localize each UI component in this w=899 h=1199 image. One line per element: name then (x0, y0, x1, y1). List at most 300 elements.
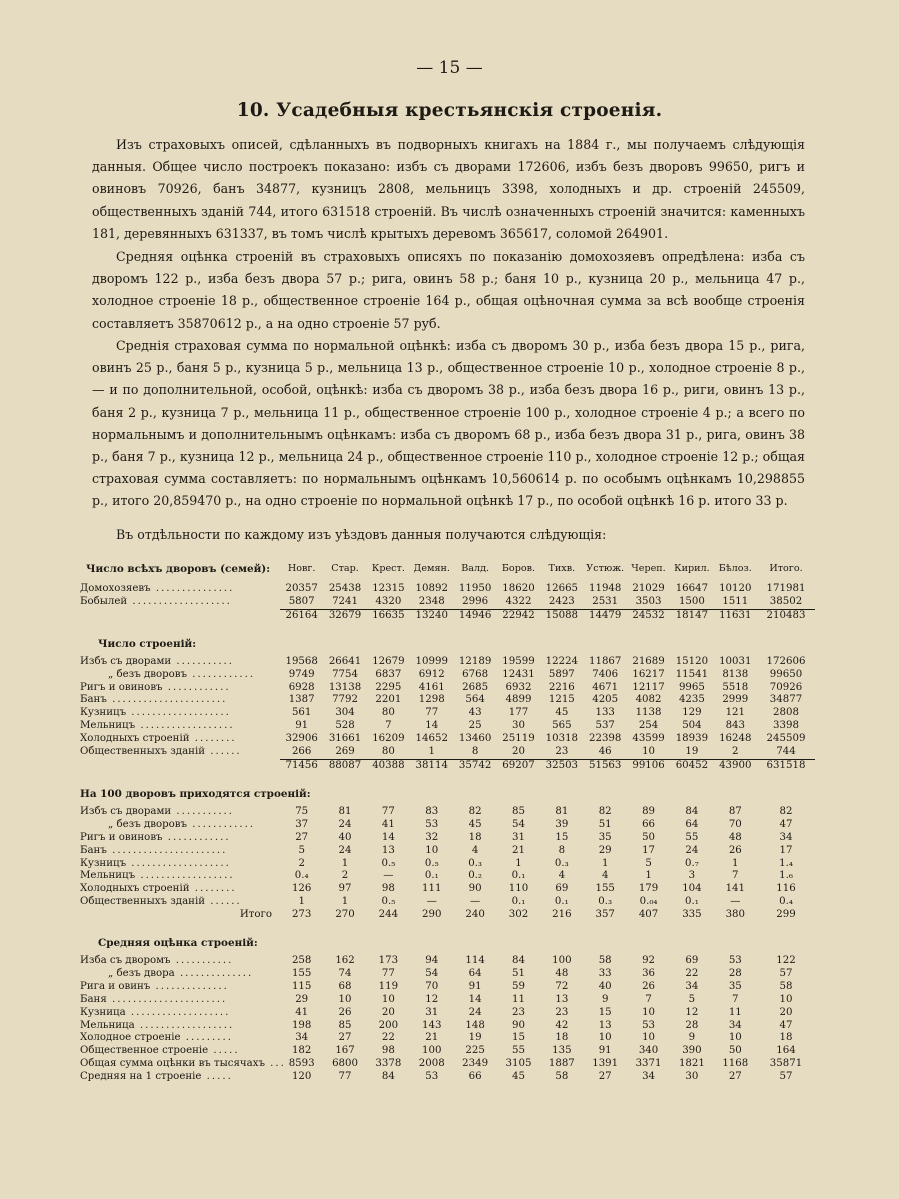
table-cell: 21 (425, 1032, 439, 1044)
table-cell: 2295 (375, 681, 402, 693)
table-cell: 1 (341, 896, 349, 908)
table-row (80, 583, 815, 596)
row-label-text: Ригъ и овиновъ (80, 681, 163, 693)
table-cell: 2423 (548, 595, 575, 607)
table-cell: 133 (595, 707, 615, 719)
table-cell: 0.₁ (685, 896, 699, 908)
column-header: Устюж. (586, 563, 625, 574)
table-cell: 18620 (502, 583, 535, 594)
table-cell: 8 (471, 746, 479, 758)
column-header: Итого. (769, 563, 803, 574)
row-label (80, 845, 280, 858)
table-cell: 10120 (719, 583, 752, 594)
table-cell: 10 (381, 993, 395, 1005)
table-cell: 53 (728, 955, 742, 967)
table-row (80, 596, 815, 609)
table-cell: 24 (338, 818, 352, 830)
table-cell: 1 (601, 857, 609, 869)
table-cell: 69 (685, 955, 699, 967)
table-cell: 83 (425, 805, 439, 817)
column-header: Стар. (331, 563, 359, 574)
section-title: Число строеній: (98, 637, 197, 650)
table-cell: 13 (555, 993, 569, 1005)
table-cell: 94 (425, 955, 439, 967)
table-cell: 35 (728, 980, 742, 992)
leader-dots: ..... (208, 1045, 240, 1057)
table-cell: 171981 (766, 583, 806, 594)
table-cell: 27 (338, 1032, 352, 1044)
leader-dots: ............ (162, 681, 231, 693)
table-cell: 13240 (410, 609, 453, 622)
table-cell: 114 (465, 955, 485, 967)
table-cell: 55 (511, 1045, 525, 1057)
table-cell: 504 (682, 720, 702, 732)
table-cell: 0.₄ (779, 896, 793, 908)
table-cell: 26 (642, 980, 656, 992)
table-cell: 299 (776, 909, 796, 921)
table-cell: 11631 (714, 609, 757, 622)
table-cell: 55 (685, 831, 699, 843)
table-cell: 4322 (505, 595, 532, 607)
leader-dots: .................. (134, 1019, 235, 1031)
table-cell: 45 (511, 1071, 525, 1083)
table-cell: 2348 (418, 595, 445, 607)
table-cell: 40388 (367, 759, 410, 772)
table-cell: 45 (555, 707, 569, 719)
table-cell: 38502 (769, 595, 803, 607)
table-cell: 32 (425, 831, 439, 843)
table-cell: 14946 (453, 609, 496, 622)
table-cell: 0.₂ (468, 870, 483, 882)
table-cell: 245509 (766, 733, 806, 745)
page-number: — 15 — (416, 58, 483, 78)
section-gap (80, 773, 815, 782)
table-cell: 407 (638, 909, 659, 921)
table-cell: 1138 (635, 707, 662, 719)
table-cell: 390 (682, 1045, 702, 1057)
table-cell: 9965 (678, 681, 705, 693)
table-cell: 2216 (548, 681, 575, 693)
row-label (80, 1020, 280, 1033)
table-cell: 12431 (502, 668, 535, 680)
row-label-text: Средняя на 1 строеніе (80, 1071, 202, 1083)
table-cell: 26 (338, 1006, 352, 1018)
table-cell: 26164 (280, 609, 323, 622)
column-header: Боров. (501, 563, 536, 574)
table-cell: 29 (598, 844, 612, 856)
table-cell: 1.₆ (779, 870, 793, 882)
table-cell: 90 (511, 1019, 525, 1031)
table-cell: 14 (381, 831, 395, 843)
table-cell: 6800 (332, 1058, 358, 1070)
row-label (80, 819, 280, 832)
table-cell: 335 (682, 909, 702, 921)
table-cell: 104 (682, 883, 702, 895)
section-gap (80, 623, 815, 632)
table-cell: 4 (471, 844, 479, 856)
table-row (80, 1058, 815, 1071)
table-cell: 564 (465, 694, 485, 706)
table-cell: 2996 (462, 595, 489, 607)
table-cell: 1215 (548, 694, 575, 706)
table-cell: 31 (511, 831, 525, 843)
table-cell: 9749 (288, 668, 315, 680)
column-header: Бѣлоз. (718, 563, 752, 574)
table-cell: 11948 (588, 583, 622, 594)
table-cell: 0.₃ (468, 857, 483, 869)
row-label-text: Баня (80, 993, 107, 1005)
table-cell: 1 (428, 746, 435, 758)
table-cell: 40 (338, 831, 352, 843)
table-cell: 3105 (505, 1058, 532, 1070)
row-label-text: Общая сумма оцѣнки въ тысячахъ (80, 1058, 265, 1070)
column-header: Новг. (287, 563, 316, 574)
table-cell: 17 (779, 844, 793, 856)
table-cell: 7792 (332, 694, 358, 706)
row-label (80, 981, 280, 994)
table-cell: 4320 (375, 595, 402, 607)
leader-dots: ........... (171, 655, 235, 667)
leader-dots: ... (264, 1058, 286, 1070)
table-cell: 87 (728, 805, 742, 817)
table-cell: 15 (511, 1032, 525, 1044)
table-cell: 72 (555, 980, 569, 992)
table-cell: 19599 (502, 655, 535, 667)
table-cell: 266 (291, 746, 312, 758)
table-cell: 19568 (285, 655, 318, 667)
row-label (80, 596, 280, 609)
table-cell: 22398 (588, 733, 622, 745)
row-label (80, 832, 280, 845)
table-cell: 23 (555, 1006, 569, 1018)
table-cell: 7406 (592, 668, 619, 680)
table-cell: 304 (335, 707, 355, 719)
table-cell: 111 (422, 883, 442, 895)
table-cell: 50 (728, 1045, 742, 1057)
row-label (80, 682, 280, 695)
table-row (80, 806, 815, 819)
row-label (80, 870, 280, 883)
table-cell: 2999 (722, 694, 749, 706)
table-cell: 29 (295, 993, 309, 1005)
table-cell: 28 (685, 1019, 699, 1031)
table-cell: 28 (728, 967, 742, 979)
table-row (80, 746, 815, 759)
table-cell: 39 (555, 818, 569, 830)
table-cell: 81 (555, 805, 569, 817)
table-cell: 70 (425, 980, 439, 992)
table-cell: 6768 (462, 668, 489, 680)
table-cell: 58 (779, 980, 793, 992)
table-cell: 357 (595, 909, 615, 921)
table-cell: 50 (642, 831, 656, 843)
table-cell: 11867 (588, 655, 622, 667)
table-cell: 182 (291, 1045, 312, 1057)
table-cell: 98 (381, 883, 395, 895)
row-label (80, 994, 280, 1007)
row-label-text: Изба съ дворомъ (80, 955, 171, 967)
table-cell: 60452 (670, 759, 713, 772)
table-cell: 59 (511, 980, 525, 992)
table-cell: 5807 (288, 595, 315, 607)
section-title: 10. Усадебныя крестьянскія строенія. (236, 100, 663, 121)
table-cell: 35 (598, 831, 612, 843)
table-cell: 10 (425, 844, 439, 856)
table-cell: 91 (598, 1045, 612, 1057)
column-header: Кирил. (674, 563, 710, 574)
total-row (80, 759, 815, 772)
table-cell: 58 (555, 1071, 569, 1083)
table-row (80, 858, 815, 871)
table-cell: 30 (685, 1071, 699, 1083)
row-label-text: Холодныхъ строеній (80, 733, 190, 745)
table-cell: 82 (779, 805, 793, 817)
table-cell: 290 (422, 909, 442, 921)
paragraph-1-text: Изъ страховыхъ описей, сдѣланныхъ въ подворныхъ книгахъ на 1884 г., мы получаемъ слѣдующія данныя. Общее число построекъ показано: избъ съ дворами 172606, избъ безъ дворовъ 99650, ригъ и овиновъ 70926, банъ 34877, кузницъ 2808, мельницъ 3398, холодныхъ и др. строеній 245509, общественныхъ зданій 744, итого 631518 строеній. Въ числѣ означенныхъ строеній значится: каменныхъ 181, деревянныхъ 631337, въ томъ числѣ крытыхъ деревомъ 365617, соломой 264901. (92, 137, 805, 241)
table-cell: 21 (511, 844, 525, 856)
table-cell: 16217 (632, 668, 665, 680)
table-cell: 70 (728, 818, 742, 830)
row-label (80, 1032, 280, 1045)
table-cell: 23 (555, 746, 569, 758)
row-label (80, 1045, 280, 1058)
leader-dots: ...................... (106, 694, 228, 706)
table-cell: 91 (295, 720, 309, 732)
leader-dots: ................... (127, 596, 232, 608)
column-header: Череп. (631, 563, 666, 574)
table-cell: 5518 (722, 681, 749, 693)
table-cell: 141 (725, 883, 746, 895)
table-cell: 2 (732, 746, 739, 758)
table-cell: 32679 (323, 609, 366, 622)
table-cell: 2 (341, 870, 349, 882)
table-cell: 51 (511, 967, 525, 979)
table-cell: 13 (381, 844, 395, 856)
table-cell: 40 (598, 980, 612, 992)
table-cell: 244 (378, 909, 399, 921)
row-label (80, 669, 280, 682)
table-cell: 69 (555, 883, 569, 895)
row-label (80, 1071, 280, 1084)
leader-dots: ...................... (106, 993, 228, 1005)
section-gap-cell (80, 773, 815, 782)
row-label (80, 759, 280, 772)
row-label-text: Холодное строеніе (80, 1032, 181, 1044)
row-label-text: „ безъ дворовъ (108, 668, 187, 680)
table-cell: 70926 (769, 681, 803, 693)
table-cell: 89 (642, 805, 656, 817)
table-cell: 258 (291, 955, 312, 967)
table-cell: 1298 (418, 694, 445, 706)
leader-dots: ........... (171, 805, 235, 817)
table-row (80, 1032, 815, 1045)
table-cell: 47 (779, 1019, 793, 1031)
table-cell: 129 (682, 707, 702, 719)
table-cell: 1 (515, 857, 522, 869)
paragraph-1 (92, 134, 805, 245)
leader-dots: ............... (150, 583, 235, 594)
table-row (80, 1007, 815, 1020)
leader-dots: ...... (205, 746, 242, 758)
table-cell: 12224 (545, 655, 579, 667)
table-cell: 30 (511, 720, 525, 732)
table-cell: 0.₄ (294, 870, 309, 882)
table-cell: 177 (508, 707, 529, 719)
table-cell: 7 (732, 993, 739, 1005)
table-cell: 200 (378, 1019, 399, 1031)
table-cell: 2808 (773, 707, 799, 719)
table-cell: 10 (598, 1032, 612, 1044)
row-label (80, 694, 280, 707)
table-cell: 57 (779, 1071, 793, 1083)
table-cell: 22 (685, 967, 699, 979)
paragraph-2-text: Средняя оцѣнка строеній въ страховыхъ описяхъ по показанію домохозяевъ опредѣлена: изба съ дворомъ 122 р., изба безъ двора 57 р.; рига, овинъ 58 р.; баня 10 р., кузница 20 р., мельница 47 р., холодное строеніе 18 р., общественное строеніе 164 р., общая оцѣночная сумма за всѣ вообще строенія составляетъ 35870612 р., а на одно строеніе 57 руб. (92, 249, 805, 331)
section-title-row (80, 782, 815, 806)
table-row (80, 669, 815, 682)
table-header-label: Число всѣхъ дворовъ (семей): (86, 563, 271, 575)
table-cell: 162 (335, 955, 355, 967)
table-cell: 2349 (462, 1058, 489, 1070)
table-cell: 6912 (418, 668, 445, 680)
row-label (80, 583, 280, 596)
column-header: Валд. (461, 563, 490, 574)
table-cell: 143 (422, 1019, 442, 1031)
table-cell: 5 (688, 993, 696, 1005)
table-cell: 6928 (288, 681, 315, 693)
table-cell: 19 (685, 746, 699, 758)
table-cell: 82 (468, 805, 482, 817)
table-cell: 1387 (288, 694, 315, 706)
table-cell: 20 (511, 746, 525, 758)
column-header: Тихв. (548, 563, 576, 574)
leader-dots: ........ (189, 883, 237, 895)
table-row (80, 694, 815, 707)
row-label-text: Рига и овинъ (80, 980, 151, 992)
table-cell: 16248 (719, 733, 752, 745)
table-cell: 12189 (458, 655, 492, 667)
table-cell: 48 (555, 967, 569, 979)
table-cell: 84 (511, 955, 525, 967)
table-cell: 21029 (632, 583, 665, 594)
table-cell: 3503 (635, 595, 662, 607)
table-row (80, 909, 815, 922)
table-cell: 80 (381, 707, 395, 719)
table-cell: 33 (598, 967, 612, 979)
table-cell: 53 (642, 1019, 656, 1031)
table-cell: 4161 (418, 681, 445, 693)
table-row (80, 832, 815, 845)
section-gap-cell (80, 922, 815, 931)
table-cell: 13138 (328, 681, 362, 693)
row-label-text: Кузницъ (80, 857, 127, 869)
table-cell: 51 (598, 818, 612, 830)
table-row (80, 656, 815, 669)
table-cell: 100 (422, 1045, 442, 1057)
column-header: Демян. (413, 563, 450, 574)
table-cell: 148 (465, 1019, 485, 1031)
table-cell: 17 (642, 844, 656, 856)
table-cell: 27 (728, 1071, 742, 1083)
leader-dots: ................... (126, 707, 231, 719)
table-row (80, 883, 815, 896)
table-cell: 120 (291, 1071, 312, 1083)
table-cell: 744 (776, 746, 796, 758)
row-label-text: Холодныхъ строеній (80, 883, 190, 895)
table-cell: 10 (728, 1032, 742, 1044)
table-cell: 71456 (280, 759, 323, 772)
table-cell: 1 (732, 857, 739, 869)
row-label-text: Итого (239, 909, 272, 921)
table-cell: 19 (468, 1032, 482, 1044)
table-cell: 3 (688, 870, 696, 882)
table-cell: 2201 (375, 694, 402, 706)
leader-dots: .............. (150, 980, 229, 992)
table-cell: 25438 (328, 583, 362, 594)
table-cell: 84 (685, 805, 699, 817)
table-cell: 53 (425, 1071, 439, 1083)
table-cell: 1 (298, 896, 305, 908)
table-cell: 74 (338, 967, 352, 979)
table-row (80, 896, 815, 909)
table-row (80, 1071, 815, 1084)
table-cell: 270 (335, 909, 355, 921)
table-cell: 155 (595, 883, 615, 895)
row-label (80, 656, 280, 669)
row-label-text: Мельницъ (80, 720, 136, 732)
table-cell: 0.₃ (554, 857, 569, 869)
table-cell: 32906 (285, 733, 318, 745)
table-cell: 7 (385, 720, 392, 732)
table-cell: 77 (381, 805, 395, 817)
leader-dots: ................... (126, 857, 231, 869)
table-cell: 10 (642, 1032, 656, 1044)
table-row (80, 845, 815, 858)
table-cell: 4205 (592, 694, 619, 706)
table-cell: 12679 (372, 655, 405, 667)
table-cell: 1391 (592, 1058, 619, 1070)
table-cell: 11 (511, 993, 525, 1005)
table-cell: 5 (298, 844, 305, 856)
table-cell: 9 (601, 993, 609, 1005)
table-cell: — (383, 870, 394, 882)
table-cell: 51563 (584, 759, 627, 772)
table-cell: 210483 (757, 609, 815, 622)
table-cell: 10 (642, 1006, 656, 1018)
table-cell: 5 (645, 857, 652, 869)
table-cell: 537 (595, 720, 615, 732)
table-cell: 11541 (675, 668, 709, 680)
table-cell: 16635 (367, 609, 410, 622)
table-cell: 80 (381, 746, 395, 758)
leader-dots: ............ (186, 818, 256, 830)
table-cell: 31661 (328, 733, 362, 745)
table-cell: 15120 (675, 655, 709, 667)
table-cell: 116 (776, 883, 796, 895)
table-cell: 53 (425, 818, 439, 830)
table-cell: 13460 (458, 733, 492, 745)
table-cell: 4671 (592, 681, 619, 693)
table-cell: 47 (779, 818, 793, 830)
table-cell: 2685 (462, 681, 489, 693)
leader-dots: .................. (135, 720, 235, 732)
row-label-text: Общественное строеніе (80, 1045, 209, 1057)
table-cell: 0.₅ (381, 896, 396, 908)
leader-dots: ...... (205, 896, 242, 908)
table-cell: 1500 (678, 595, 705, 607)
table-cell: 25119 (502, 733, 535, 745)
table-cell: 122 (776, 955, 796, 967)
table-cell: 64 (468, 967, 482, 979)
